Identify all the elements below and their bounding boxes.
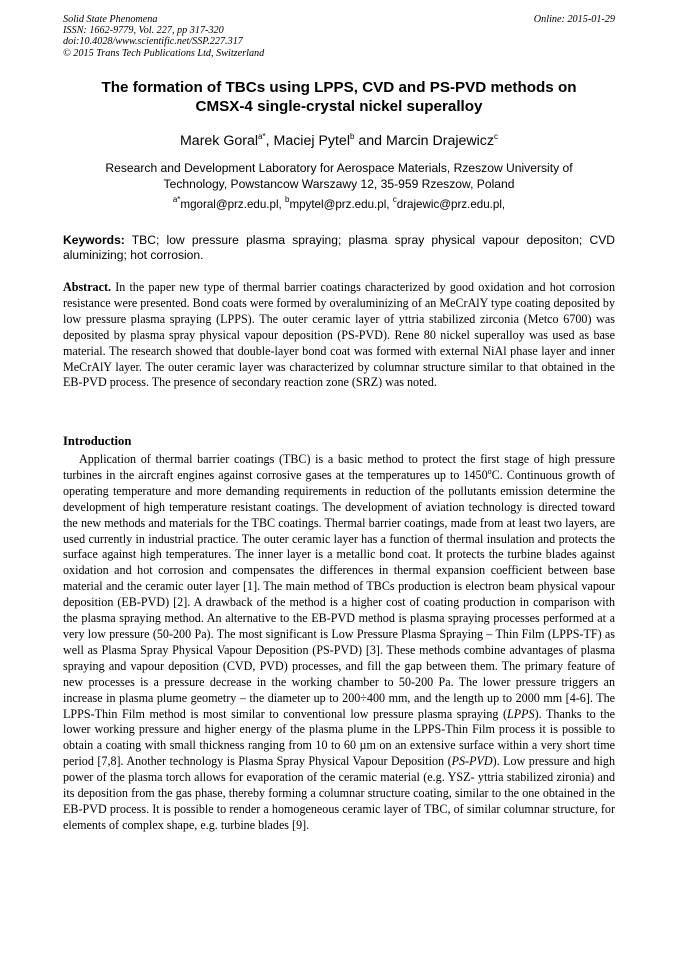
- author-emails: [63, 197, 615, 212]
- author-name: Maciej Pytel: [273, 133, 350, 149]
- doi-line: doi:10.4028/www.scientific.net/SSP.227.317: [63, 36, 243, 48]
- author-name: Marcin Drajewicz: [386, 133, 494, 149]
- online-date: Online: 2015-01-29: [533, 14, 615, 25]
- abstract-label: Abstract.: [63, 280, 112, 294]
- journal-name: Solid State Phenomena: [63, 14, 158, 25]
- author-separator: and: [354, 133, 386, 149]
- affiliation-line-1: Research and Development Laboratory for Aerospace Materials, Rzeszow University of: [105, 161, 573, 175]
- abstract-text: In the paper new type of thermal barrier coatings characterized by good oxidation and hot corrosion resistance were presented. Bond coats were formed by overaluminizing of an MeCrAlY type coating deposited by low pressure plasma spraying (LPPS). The outer ceramic layer of yttria stabilized zirconia (Metco 6700) was deposited by plasma spray physical vapour deposition (PS-PVD). Rene 80 nickel superalloy was used as base material. The research showed that double-layer bond coat was formed with external NiAl phase layer and inner MeCrAlY layer. The outer ceramic layer was characterized by columnar structure similar to that obtained in the EB-PVD process. The presence of secondary reaction zone (SRZ) was noted.: [63, 280, 615, 390]
- author-list: [63, 132, 615, 150]
- author-affiliation-mark: b: [349, 132, 355, 141]
- keywords-text: TBC; low pressure plasma spraying; plasma spray physical vapour depositon; CVD aluminizing; hot corrosion.: [63, 233, 615, 263]
- intro-text: ). Low pressure and high power of the plasma torch allows for evaporation of the ceramic material (e.g. YSZ- yttria stabilized zironia) and its deposition from the gas phase, thereby forming a columnar structure coating, similar to the one obtained in the EB-PVD process. It is possible to render a homogeneous ceramic layer of TBC, of similar columnar structure, for elements of complex shape, e.g. turbine blades [9].: [63, 754, 615, 832]
- email-address[interactable]: drajewic@prz.edu.pl,: [396, 198, 506, 211]
- paper-title: [63, 78, 615, 116]
- author-affiliation-mark: c: [494, 132, 498, 141]
- affiliation-line-2: Technology, Powstancow Warszawy 12, 35-959 Rzeszow, Poland: [163, 177, 515, 191]
- author-name: Marek Goral: [179, 133, 259, 149]
- introduction-heading: Introduction: [63, 434, 132, 448]
- journal-metadata: [63, 14, 264, 59]
- author-separator: ,: [265, 133, 274, 149]
- keywords-label: Keywords:: [63, 233, 125, 247]
- affiliation: [63, 160, 615, 192]
- intro-emphasis: LPPS: [507, 706, 535, 721]
- abstract: [63, 280, 615, 391]
- intro-text: Application of thermal barrier coatings (TBC) is a basic method to protect the first stage of high pressure turbines in the aircraft engines against corrosive gases at the temperatures up to 1450: [63, 452, 615, 482]
- degree-mark: o: [487, 466, 492, 476]
- keywords: [63, 233, 615, 263]
- author-affiliation-mark: a*: [258, 132, 266, 141]
- intro-text: ). Thanks to the lower working pressure and higher energy of the plasma plume in the LPPS-Thin Film process it is possible to obtain a coating with small thickness ranging from 10 to 60 µm on an extensive surface within a very short time period [7,8]. Another technology is Plasma Spray Physical Vapour Deposition (: [63, 706, 615, 769]
- issn-line: ISSN: 1662-9779, Vol. 227, pp 317-320: [63, 25, 224, 37]
- email-address[interactable]: mgoral@prz.edu.pl,: [180, 198, 285, 211]
- intro-emphasis: PS-PVD: [451, 754, 493, 769]
- title-line-1: The formation of TBCs using LPPS, CVD and PS-PVD methods on: [101, 79, 577, 96]
- email-mark: a*: [172, 195, 181, 204]
- email-mark: c: [392, 195, 397, 204]
- title-line-2: CMSX-4 single-crystal nickel superalloy: [195, 98, 483, 115]
- email-mark: b: [284, 195, 290, 204]
- copyright-line: © 2015 Trans Tech Publications Ltd, Switzerland: [63, 47, 265, 59]
- email-address[interactable]: mpytel@prz.edu.pl,: [289, 198, 393, 211]
- introduction-paragraph: [63, 452, 615, 834]
- intro-text: C. Continuous growth of operating temperature and more demanding requirements in reduction of the pollutants emission determine the development of high temperature resistant coatings. The development of aviation technology is directed toward the new methods and materials for the TBC coatings. Thermal barrier coatings, made from at least two layers, are used currently in industrial practice. The outer ceramic layer has a function of thermal insulation and protects the surface against high temperatures. The inner layer is a metallic bond coat. It protects the turbine blades against oxidation and hot corrosion and compensates the differences in thermal expansion coefficient between base material and the ceramic outer layer [1]. The main method of TBCs production is electron beam physical vapour deposition (EB-PVD) [2]. A drawback of the method is a higher cost of coating production in comparison with the plasma spraying method. An alternative to the EB-PVD method is plasma spraying processes performed at a very low pressure (50-200 Pa). The most significant is Low Pressure Plasma Spraying – Thin Film (LPPS-TF) as well as Plasma Spray Physical Vapour Deposition (PS-PVD) [3]. These methods combine advantages of plasma spraying and vapour deposition (CVD, PVD) processes, and fill the gap between them. The primary feature of new processes is a pressure decrease in the working chamber to 50-200 Pa. The lower pressure triggers an increase in plasma plume geometry – the diameter up to 200÷400 mm, and the length up to 2000 mm [4-6]. The LPPS-Thin Film method is most similar to conventional low pressure plasma spraying (: [63, 467, 615, 721]
